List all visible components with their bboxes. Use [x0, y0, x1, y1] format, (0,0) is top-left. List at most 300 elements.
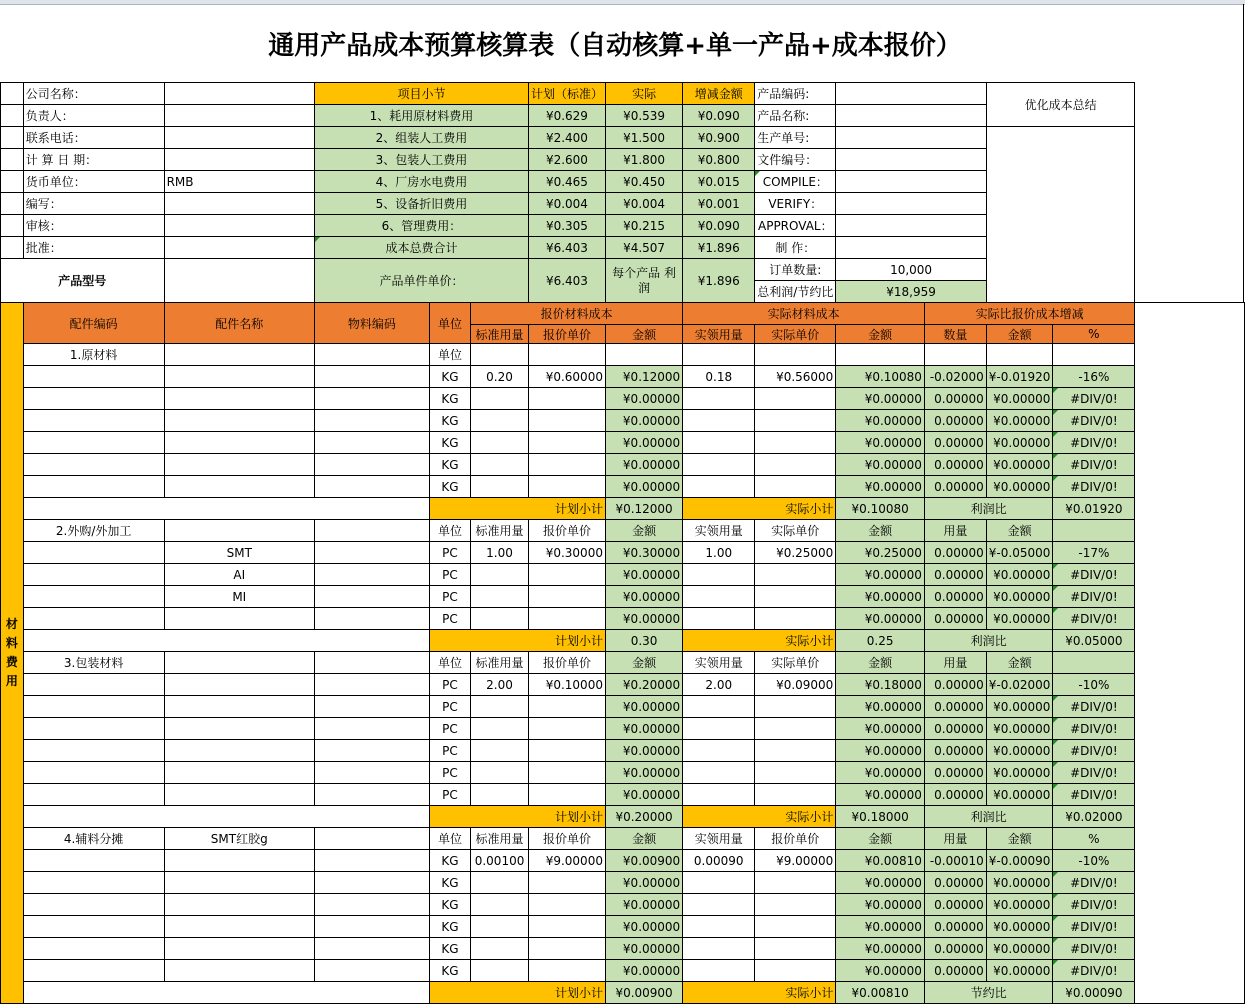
sub-header-quote-price[interactable]: 报价单价: [528, 828, 605, 850]
diff-qty[interactable]: -0.02000: [924, 366, 986, 388]
summary-diff[interactable]: ¥1.896: [683, 237, 755, 259]
actual-amount[interactable]: ¥0.00000: [836, 718, 925, 740]
summary-item[interactable]: 1、耗用原材料费用: [314, 105, 528, 127]
part-code-field[interactable]: [23, 872, 164, 894]
subtotal-blank[interactable]: [23, 982, 429, 1004]
sub-header-amount[interactable]: 金额: [605, 828, 682, 850]
actual-amount[interactable]: ¥0.00000: [836, 432, 925, 454]
col-header-amount[interactable]: 金额: [605, 325, 682, 344]
diff-pct[interactable]: #DIV/0!: [1053, 608, 1135, 630]
part-name-field[interactable]: [164, 718, 314, 740]
diff-qty[interactable]: 0.00000: [924, 872, 986, 894]
diff-qty[interactable]: 0.00000: [924, 718, 986, 740]
quote-price-field[interactable]: [528, 872, 605, 894]
diff-qty[interactable]: 0.00000: [924, 608, 986, 630]
row-gutter[interactable]: [1, 215, 24, 237]
actual-qty-field[interactable]: [683, 696, 755, 718]
ratio-label[interactable]: 利润比: [924, 498, 1052, 520]
diff-qty[interactable]: 0.00000: [924, 432, 986, 454]
row-gutter[interactable]: [1, 193, 24, 215]
diff-pct[interactable]: #DIV/0!: [1053, 894, 1135, 916]
ratio-label[interactable]: 节约比: [924, 982, 1052, 1004]
diff-amount[interactable]: ¥0.00000: [986, 432, 1053, 454]
diff-qty[interactable]: 0.00000: [924, 960, 986, 982]
unit-cell[interactable]: PC: [429, 718, 470, 740]
actual-amount[interactable]: ¥0.00000: [836, 454, 925, 476]
ratio-value[interactable]: ¥0.01920: [1053, 498, 1135, 520]
part-name-field[interactable]: SMT: [164, 542, 314, 564]
summary-actual[interactable]: ¥0.450: [605, 171, 682, 193]
row-gutter[interactable]: [1, 149, 24, 171]
quote-price-field[interactable]: [528, 696, 605, 718]
part-code-field[interactable]: [23, 366, 164, 388]
diff-amount[interactable]: ¥0.00000: [986, 938, 1053, 960]
part-code-field[interactable]: [23, 586, 164, 608]
summary-header-item[interactable]: 项目小节: [314, 83, 528, 105]
info-right-value-field[interactable]: [836, 215, 986, 237]
actual-price-field[interactable]: [755, 454, 836, 476]
part-code-field[interactable]: [23, 410, 164, 432]
diff-pct[interactable]: #DIV/0!: [1053, 916, 1135, 938]
ratio-value[interactable]: ¥0.00090: [1053, 982, 1135, 1004]
quote-amount[interactable]: ¥0.00000: [605, 872, 682, 894]
actual-price-field[interactable]: [755, 916, 836, 938]
summary-item[interactable]: 成本总费合计: [314, 237, 528, 259]
actual-amount[interactable]: ¥0.00810: [836, 850, 925, 872]
quote-amount[interactable]: ¥0.20000: [605, 674, 682, 696]
quote-amount[interactable]: ¥0.00000: [605, 784, 682, 806]
diff-pct[interactable]: -10%: [1053, 850, 1135, 872]
unit-cell[interactable]: KG: [429, 388, 470, 410]
unit-cell[interactable]: PC: [429, 564, 470, 586]
summary-diff[interactable]: ¥0.800: [683, 149, 755, 171]
actual-price-field[interactable]: ¥0.09000: [755, 674, 836, 696]
summary-header-plan[interactable]: 计划（标准）: [528, 83, 605, 105]
sub-header-unit[interactable]: 单位: [429, 828, 470, 850]
sub-header-unit[interactable]: 单位: [429, 344, 470, 366]
col-header-unit[interactable]: 单位: [429, 303, 470, 344]
diff-pct[interactable]: #DIV/0!: [1053, 872, 1135, 894]
material-code-field[interactable]: [314, 564, 429, 586]
std-qty-field[interactable]: [471, 784, 529, 806]
quote-price-field[interactable]: [528, 960, 605, 982]
unit-cell[interactable]: PC: [429, 762, 470, 784]
optimization-summary-label[interactable]: 优化成本总结: [986, 83, 1135, 127]
unit-cell[interactable]: PC: [429, 740, 470, 762]
actual-qty-field[interactable]: [683, 476, 755, 498]
std-qty-field[interactable]: [471, 762, 529, 784]
sub-header-actual-amount[interactable]: 金额: [836, 652, 925, 674]
part-name-field[interactable]: [164, 476, 314, 498]
quote-price-field[interactable]: [528, 740, 605, 762]
ratio-label[interactable]: 利润比: [924, 806, 1052, 828]
actual-price-field[interactable]: [755, 388, 836, 410]
actual-subtotal-label[interactable]: 实际小计: [683, 982, 836, 1004]
actual-amount[interactable]: ¥0.00000: [836, 960, 925, 982]
part-name-field[interactable]: [164, 410, 314, 432]
actual-subtotal-label[interactable]: 实际小计: [683, 806, 836, 828]
summary-plan[interactable]: ¥0.465: [528, 171, 605, 193]
quote-amount[interactable]: ¥0.00000: [605, 894, 682, 916]
std-qty-field[interactable]: [471, 608, 529, 630]
material-code-field[interactable]: [314, 410, 429, 432]
info-right-label[interactable]: 产品编码:: [755, 83, 836, 105]
section-part-name[interactable]: [164, 344, 314, 366]
col-header-part-code[interactable]: 配件编码: [23, 303, 164, 344]
diff-qty[interactable]: 0.00000: [924, 938, 986, 960]
section-part-name[interactable]: [164, 520, 314, 542]
unit-cell[interactable]: PC: [429, 542, 470, 564]
material-code-field[interactable]: [314, 740, 429, 762]
material-code-field[interactable]: [314, 894, 429, 916]
actual-qty-field[interactable]: [683, 454, 755, 476]
actual-price-field[interactable]: [755, 432, 836, 454]
part-code-field[interactable]: [23, 564, 164, 586]
diff-qty[interactable]: 0.00000: [924, 894, 986, 916]
quote-price-field[interactable]: [528, 454, 605, 476]
unit-cell[interactable]: KG: [429, 366, 470, 388]
part-code-field[interactable]: [23, 476, 164, 498]
diff-qty[interactable]: 0.00000: [924, 564, 986, 586]
material-code-field[interactable]: [314, 850, 429, 872]
sub-header-diff-amount[interactable]: 金额: [986, 520, 1053, 542]
summary-diff[interactable]: ¥0.015: [683, 171, 755, 193]
summary-actual[interactable]: ¥1.500: [605, 127, 682, 149]
unit-cell[interactable]: KG: [429, 938, 470, 960]
summary-item[interactable]: 6、管理费用：: [314, 215, 528, 237]
part-name-field[interactable]: [164, 674, 314, 696]
actual-price-field[interactable]: [755, 608, 836, 630]
actual-qty-field[interactable]: 0.00090: [683, 850, 755, 872]
row-gutter[interactable]: [1, 127, 24, 149]
actual-amount[interactable]: ¥0.00000: [836, 476, 925, 498]
part-code-field[interactable]: [23, 388, 164, 410]
info-value-field[interactable]: RMB: [164, 171, 314, 193]
material-code-field[interactable]: [314, 586, 429, 608]
sub-header-std-qty[interactable]: [471, 344, 529, 366]
blank-right[interactable]: [1135, 303, 1245, 1004]
product-model-field[interactable]: [164, 259, 314, 303]
summary-item[interactable]: 3、包装人工费用: [314, 149, 528, 171]
actual-qty-field[interactable]: [683, 388, 755, 410]
total-profit-label[interactable]: 总利润/节约比: [755, 281, 836, 303]
diff-amount[interactable]: ¥-0.01920: [986, 366, 1053, 388]
sub-header-quote-price[interactable]: 报价单价: [528, 652, 605, 674]
ratio-label[interactable]: 利润比: [924, 630, 1052, 652]
material-code-field[interactable]: [314, 542, 429, 564]
diff-qty[interactable]: 0.00000: [924, 740, 986, 762]
sub-header-diff-amount[interactable]: 金额: [986, 828, 1053, 850]
diff-amount[interactable]: ¥0.00000: [986, 586, 1053, 608]
info-label[interactable]: 编写：: [23, 193, 164, 215]
sub-header-unit[interactable]: 单位: [429, 652, 470, 674]
sub-header-diff-qty[interactable]: 用量: [924, 520, 986, 542]
diff-pct[interactable]: #DIV/0!: [1053, 740, 1135, 762]
diff-pct[interactable]: #DIV/0!: [1053, 784, 1135, 806]
subtotal-blank[interactable]: [23, 630, 429, 652]
info-value-field[interactable]: [164, 105, 314, 127]
part-code-field[interactable]: [23, 850, 164, 872]
section-name[interactable]: 2.外购/外加工: [23, 520, 164, 542]
sub-header-pct[interactable]: [1053, 652, 1135, 674]
part-name-field[interactable]: [164, 762, 314, 784]
unit-cell[interactable]: PC: [429, 674, 470, 696]
actual-amount[interactable]: ¥0.00000: [836, 564, 925, 586]
col-header-material-code[interactable]: 物料编码: [314, 303, 429, 344]
actual-qty-field[interactable]: [683, 938, 755, 960]
info-label[interactable]: 联系电话：: [23, 127, 164, 149]
actual-amount[interactable]: ¥0.25000: [836, 542, 925, 564]
actual-qty-field[interactable]: [683, 762, 755, 784]
actual-qty-field[interactable]: [683, 586, 755, 608]
actual-price-field[interactable]: [755, 894, 836, 916]
diff-qty[interactable]: 0.00000: [924, 476, 986, 498]
actual-qty-field[interactable]: 1.00: [683, 542, 755, 564]
plan-subtotal-value[interactable]: ¥0.20000: [605, 806, 682, 828]
summary-diff[interactable]: ¥0.090: [683, 105, 755, 127]
actual-amount[interactable]: ¥0.00000: [836, 784, 925, 806]
quote-price-field[interactable]: [528, 388, 605, 410]
quote-price-field[interactable]: ¥0.10000: [528, 674, 605, 696]
actual-amount[interactable]: ¥0.00000: [836, 872, 925, 894]
info-value-field[interactable]: [164, 127, 314, 149]
sub-header-pct[interactable]: %: [1053, 828, 1135, 850]
diff-amount[interactable]: ¥0.00000: [986, 762, 1053, 784]
material-code-field[interactable]: [314, 784, 429, 806]
sub-header-actual-price[interactable]: 实际单价: [755, 652, 836, 674]
std-qty-field[interactable]: [471, 740, 529, 762]
diff-amount[interactable]: ¥0.00000: [986, 894, 1053, 916]
part-code-field[interactable]: [23, 784, 164, 806]
actual-price-field[interactable]: [755, 762, 836, 784]
diff-pct[interactable]: #DIV/0!: [1053, 454, 1135, 476]
diff-qty[interactable]: -0.00010: [924, 850, 986, 872]
quote-amount[interactable]: ¥0.00000: [605, 938, 682, 960]
part-code-field[interactable]: [23, 454, 164, 476]
diff-qty[interactable]: 0.00000: [924, 586, 986, 608]
section-material-code[interactable]: [314, 520, 429, 542]
actual-qty-field[interactable]: [683, 894, 755, 916]
info-right-value-field[interactable]: [836, 193, 986, 215]
actual-price-field[interactable]: [755, 696, 836, 718]
summary-actual[interactable]: ¥0.004: [605, 193, 682, 215]
diff-qty[interactable]: 0.00000: [924, 410, 986, 432]
row-gutter[interactable]: [1, 83, 24, 105]
unit-cell[interactable]: PC: [429, 696, 470, 718]
std-qty-field[interactable]: [471, 894, 529, 916]
diff-qty[interactable]: 0.00000: [924, 388, 986, 410]
actual-price-field[interactable]: [755, 564, 836, 586]
unit-cell[interactable]: KG: [429, 432, 470, 454]
part-name-field[interactable]: [164, 850, 314, 872]
info-label[interactable]: 货币单位：: [23, 171, 164, 193]
part-name-field[interactable]: [164, 872, 314, 894]
summary-plan[interactable]: ¥0.004: [528, 193, 605, 215]
material-code-field[interactable]: [314, 674, 429, 696]
quote-amount[interactable]: ¥0.00000: [605, 960, 682, 982]
sub-header-diff-qty[interactable]: [924, 344, 986, 366]
actual-price-field[interactable]: [755, 740, 836, 762]
actual-amount[interactable]: ¥0.00000: [836, 938, 925, 960]
quote-amount[interactable]: ¥0.00000: [605, 718, 682, 740]
sub-header-actual-qty[interactable]: [683, 344, 755, 366]
part-name-field[interactable]: [164, 454, 314, 476]
part-name-field[interactable]: [164, 388, 314, 410]
col-header-pct[interactable]: %: [1053, 325, 1135, 344]
summary-diff[interactable]: ¥0.900: [683, 127, 755, 149]
plan-subtotal-label[interactable]: 计划小计: [429, 982, 605, 1004]
actual-qty-field[interactable]: [683, 432, 755, 454]
actual-qty-field[interactable]: [683, 564, 755, 586]
part-name-field[interactable]: [164, 960, 314, 982]
part-code-field[interactable]: [23, 762, 164, 784]
diff-qty[interactable]: 0.00000: [924, 762, 986, 784]
actual-qty-field[interactable]: 2.00: [683, 674, 755, 696]
diff-amount[interactable]: ¥0.00000: [986, 564, 1053, 586]
section-material-code[interactable]: [314, 344, 429, 366]
section-name[interactable]: 1.原材料: [23, 344, 164, 366]
part-code-field[interactable]: [23, 938, 164, 960]
info-label[interactable]: 计 算 日 期：: [23, 149, 164, 171]
part-code-field[interactable]: [23, 894, 164, 916]
std-qty-field[interactable]: 1.00: [471, 542, 529, 564]
material-code-field[interactable]: [314, 696, 429, 718]
quote-price-field[interactable]: [528, 432, 605, 454]
sub-header-quote-price[interactable]: 报价单价: [528, 520, 605, 542]
actual-price-field[interactable]: [755, 938, 836, 960]
info-right-value-field[interactable]: [836, 149, 986, 171]
part-name-field[interactable]: [164, 784, 314, 806]
info-label[interactable]: 审核：: [23, 215, 164, 237]
diff-pct[interactable]: -10%: [1053, 674, 1135, 696]
material-code-field[interactable]: [314, 872, 429, 894]
sub-header-quote-price[interactable]: [528, 344, 605, 366]
info-right-label[interactable]: COMPILE：: [755, 171, 836, 193]
quote-amount[interactable]: ¥0.00000: [605, 916, 682, 938]
std-qty-field[interactable]: [471, 586, 529, 608]
summary-diff[interactable]: ¥0.090: [683, 215, 755, 237]
sub-header-std-qty[interactable]: 标准用量: [471, 652, 529, 674]
std-qty-field[interactable]: [471, 454, 529, 476]
quote-price-field[interactable]: [528, 894, 605, 916]
col-header-diff-amount[interactable]: 金额: [986, 325, 1053, 344]
diff-amount[interactable]: ¥0.00000: [986, 388, 1053, 410]
col-header-actual-amount[interactable]: 金额: [836, 325, 925, 344]
part-code-field[interactable]: [23, 740, 164, 762]
quote-price-field[interactable]: [528, 762, 605, 784]
unit-cell[interactable]: KG: [429, 850, 470, 872]
info-right-value-field[interactable]: [836, 237, 986, 259]
summary-plan[interactable]: ¥0.305: [528, 215, 605, 237]
section-part-name[interactable]: [164, 652, 314, 674]
quote-amount[interactable]: ¥0.00000: [605, 410, 682, 432]
plan-subtotal-label[interactable]: 计划小计: [429, 498, 605, 520]
unit-cell[interactable]: KG: [429, 916, 470, 938]
actual-subtotal-label[interactable]: 实际小计: [683, 498, 836, 520]
part-code-field[interactable]: [23, 696, 164, 718]
quote-amount[interactable]: ¥0.00000: [605, 454, 682, 476]
std-qty-field[interactable]: [471, 916, 529, 938]
material-code-field[interactable]: [314, 762, 429, 784]
sub-header-actual-price[interactable]: 报价单价: [755, 828, 836, 850]
row-gutter[interactable]: [1, 171, 24, 193]
sub-header-diff-amount[interactable]: 金额: [986, 652, 1053, 674]
sub-header-pct[interactable]: [1053, 344, 1135, 366]
actual-amount[interactable]: ¥0.00000: [836, 916, 925, 938]
sub-header-diff-qty[interactable]: 用量: [924, 828, 986, 850]
summary-item[interactable]: 4、厂房水电费用: [314, 171, 528, 193]
actual-price-field[interactable]: ¥0.56000: [755, 366, 836, 388]
info-right-label[interactable]: 制 作：: [755, 237, 836, 259]
summary-header-diff[interactable]: 增减金额: [683, 83, 755, 105]
plan-subtotal-value[interactable]: 0.30: [605, 630, 682, 652]
sub-header-actual-price[interactable]: [755, 344, 836, 366]
material-code-field[interactable]: [314, 718, 429, 740]
info-value-field[interactable]: [164, 193, 314, 215]
actual-price-field[interactable]: [755, 410, 836, 432]
profit-per-product-label[interactable]: 每个产品 利润: [605, 259, 682, 303]
quote-price-field[interactable]: [528, 718, 605, 740]
summary-actual[interactable]: ¥0.215: [605, 215, 682, 237]
diff-amount[interactable]: ¥0.00000: [986, 454, 1053, 476]
actual-subtotal-value[interactable]: 0.25: [836, 630, 925, 652]
ratio-value[interactable]: ¥0.02000: [1053, 806, 1135, 828]
part-name-field[interactable]: [164, 696, 314, 718]
sub-header-unit[interactable]: 单位: [429, 520, 470, 542]
std-qty-field[interactable]: [471, 388, 529, 410]
diff-qty[interactable]: 0.00000: [924, 542, 986, 564]
plan-subtotal-label[interactable]: 计划小计: [429, 630, 605, 652]
plan-subtotal-value[interactable]: ¥0.12000: [605, 498, 682, 520]
info-right-label[interactable]: APPROVAL：: [755, 215, 836, 237]
col-header-std-qty[interactable]: 标准用量: [471, 325, 529, 344]
summary-plan[interactable]: ¥2.400: [528, 127, 605, 149]
quote-amount[interactable]: ¥0.00000: [605, 586, 682, 608]
quote-amount[interactable]: ¥0.00000: [605, 432, 682, 454]
sub-header-actual-amount[interactable]: [836, 344, 925, 366]
quote-price-field[interactable]: [528, 784, 605, 806]
part-code-field[interactable]: [23, 960, 164, 982]
actual-amount[interactable]: ¥0.00000: [836, 410, 925, 432]
actual-qty-field[interactable]: [683, 872, 755, 894]
diff-pct[interactable]: #DIV/0!: [1053, 718, 1135, 740]
diff-amount[interactable]: ¥-0.05000: [986, 542, 1053, 564]
actual-qty-field[interactable]: [683, 740, 755, 762]
material-code-field[interactable]: [314, 916, 429, 938]
summary-plan[interactable]: ¥6.403: [528, 237, 605, 259]
quote-price-field[interactable]: [528, 608, 605, 630]
std-qty-field[interactable]: [471, 476, 529, 498]
part-code-field[interactable]: [23, 916, 164, 938]
actual-subtotal-label[interactable]: 实际小计: [683, 630, 836, 652]
part-code-field[interactable]: [23, 432, 164, 454]
part-name-field[interactable]: MI: [164, 586, 314, 608]
part-name-field[interactable]: [164, 608, 314, 630]
sub-header-amount[interactable]: 金额: [605, 520, 682, 542]
material-code-field[interactable]: [314, 432, 429, 454]
std-qty-field[interactable]: [471, 696, 529, 718]
info-right-label[interactable]: 产品名称:: [755, 105, 836, 127]
quote-amount[interactable]: ¥0.00000: [605, 740, 682, 762]
actual-qty-field[interactable]: [683, 784, 755, 806]
actual-amount[interactable]: ¥0.00000: [836, 388, 925, 410]
profit-per-product[interactable]: ¥1.896: [683, 259, 755, 303]
sub-header-diff-amount[interactable]: [986, 344, 1053, 366]
actual-qty-field[interactable]: [683, 608, 755, 630]
total-profit-value[interactable]: ¥18,959: [836, 281, 986, 303]
actual-amount[interactable]: ¥0.18000: [836, 674, 925, 696]
order-qty-field[interactable]: 10,000: [836, 259, 986, 281]
